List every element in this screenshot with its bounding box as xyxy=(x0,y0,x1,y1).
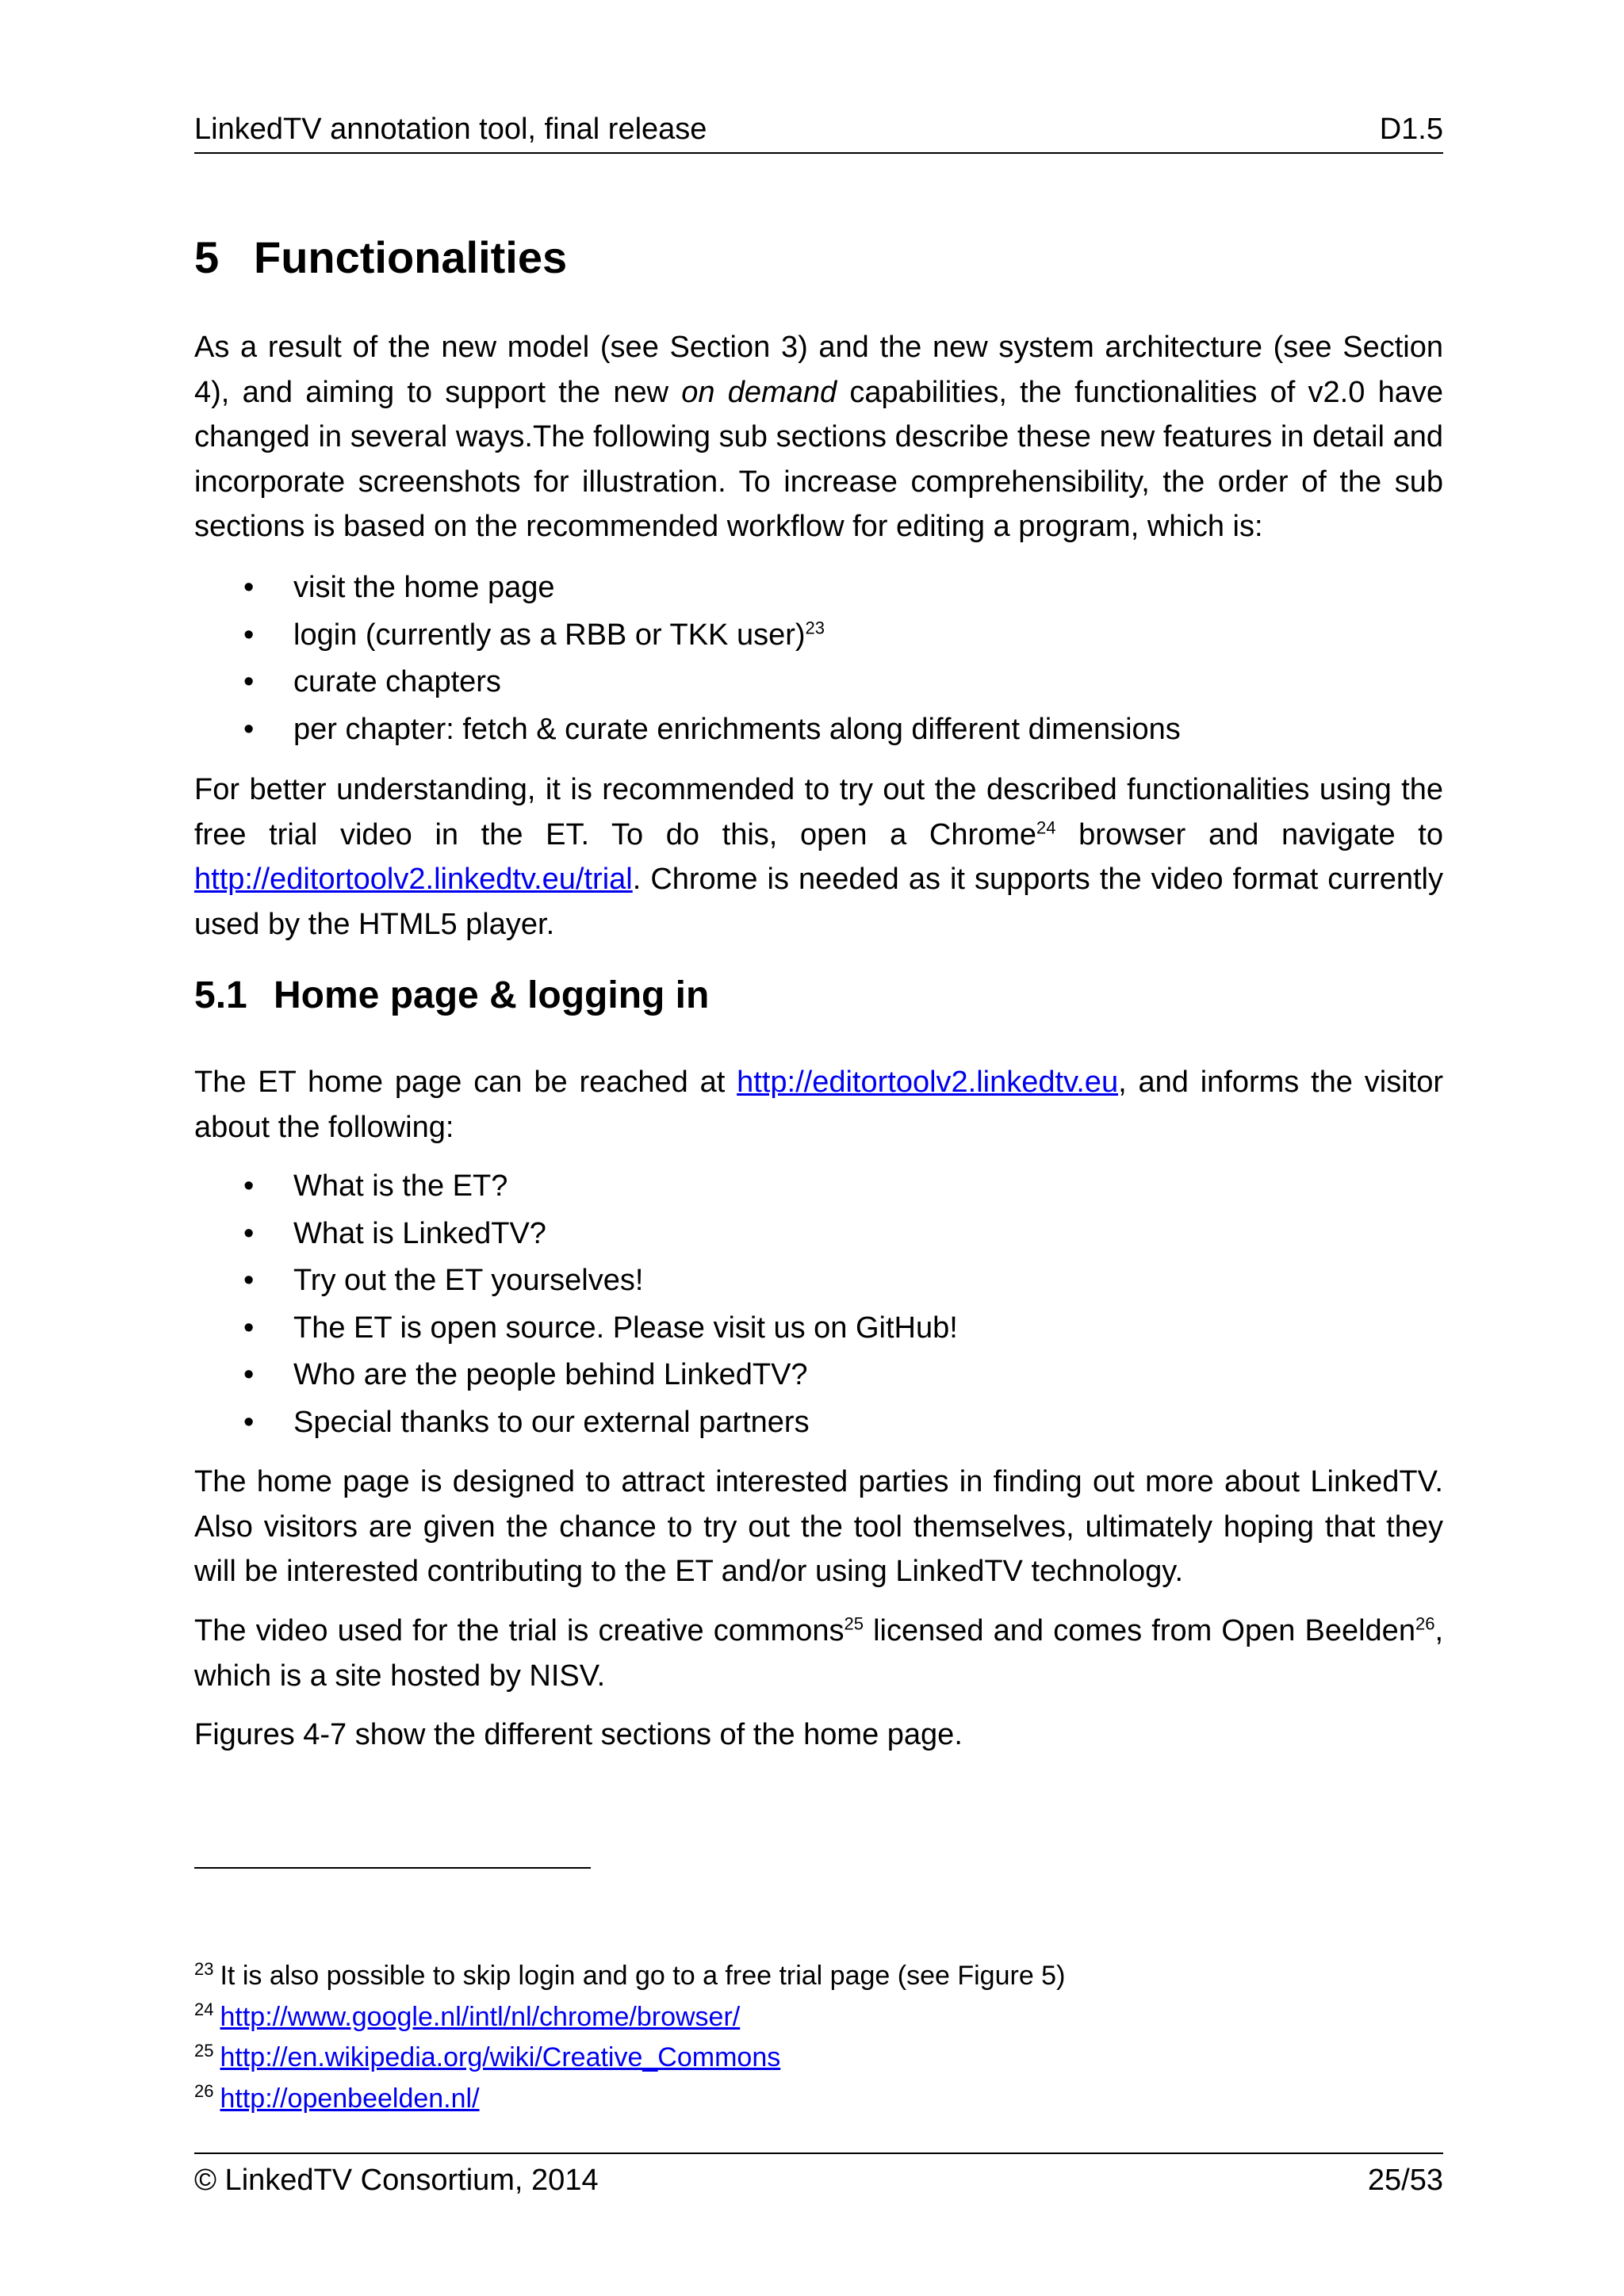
footnote xyxy=(194,1997,1065,2038)
list-item-text: The ET is open source. Please visit us on GitHub! xyxy=(293,1311,958,1345)
bullet-icon: • xyxy=(243,1169,255,1203)
video-text-a: The video used for the trial is creative commons xyxy=(194,1614,845,1647)
intro-text-b: capabilities, the functionalities of v2.0 have changed in several ways.The following sub sections describe these new features in detail and incorporate screenshots for illustration. To increase comprehensibility, the order of the sub sections is based on the recommended workflow for editing a program, which is: xyxy=(194,375,1443,543)
footnotes xyxy=(194,1956,1065,2119)
home-text-b: , and informs the visitor about the following: xyxy=(194,1066,1443,1144)
list-item-text: Who are the people behind LinkedTV? xyxy=(293,1358,808,1391)
list-item xyxy=(194,1257,1443,1305)
subsection-number: 5.1 xyxy=(194,974,247,1016)
intro-text-a: As a result of the new model (see Section 3) and the new system architecture (see Section 4), and aiming to support the new xyxy=(194,331,1443,409)
subsection-heading xyxy=(194,974,709,1017)
footnote-number: 24 xyxy=(194,1999,214,2020)
list-item-text: What is the ET? xyxy=(293,1169,508,1203)
home-paragraph xyxy=(194,1060,1443,1150)
header-doc-id: D1.5 xyxy=(1379,113,1443,146)
list-item xyxy=(194,1211,1443,1258)
footnote xyxy=(194,2079,1065,2120)
list-item xyxy=(194,706,1443,754)
list-item xyxy=(194,564,1443,612)
list-item xyxy=(194,659,1443,706)
figures-paragraph: Figures 4-7 show the different sections of the home page. xyxy=(194,1718,963,1751)
list-item-text: per chapter: fetch & curate enrichments along different dimensions xyxy=(293,712,1181,746)
video-text-b: licensed and comes from Open Beelden xyxy=(863,1614,1415,1647)
bullet-icon: • xyxy=(243,571,255,604)
trial-text-b: browser and navigate to xyxy=(1055,817,1443,851)
header-title: LinkedTV annotation tool, final release xyxy=(194,113,707,146)
bullet-icon: • xyxy=(243,712,255,746)
footnote xyxy=(194,1956,1065,1997)
footnote-number: 23 xyxy=(194,1958,214,1979)
footnote-ref: 25 xyxy=(844,1613,864,1634)
bullet-icon: • xyxy=(243,1358,255,1391)
video-paragraph xyxy=(194,1609,1443,1698)
intro-paragraph xyxy=(194,325,1443,549)
workflow-list xyxy=(194,564,1443,753)
trial-link[interactable]: http://editortoolv2.linkedtv.eu/trial xyxy=(194,863,633,896)
bullet-icon: • xyxy=(243,1216,255,1250)
page-header xyxy=(194,108,1443,154)
section-title: Functionalities xyxy=(254,232,568,282)
list-item-text: login (currently as a RBB or TKK user) xyxy=(293,618,806,652)
subsection-title: Home page & logging in xyxy=(274,974,710,1016)
list-item-text: Special thanks to our external partners xyxy=(293,1405,810,1439)
page-number: 25/53 xyxy=(1367,2164,1443,2197)
bullet-icon: • xyxy=(243,618,255,652)
video-text-c: , which is a site hosted by NISV. xyxy=(194,1614,1444,1693)
footer-copyright: © LinkedTV Consortium, 2014 xyxy=(194,2164,599,2197)
bullet-icon: • xyxy=(243,1405,255,1439)
footnote-link[interactable]: http://openbeelden.nl/ xyxy=(220,2083,480,2114)
list-item xyxy=(194,1352,1443,1399)
home-sections-list xyxy=(194,1163,1443,1446)
footnote-link[interactable]: http://www.google.nl/intl/nl/chrome/browser/ xyxy=(220,2001,741,2032)
section-number: 5 xyxy=(194,232,220,282)
list-item xyxy=(194,1399,1443,1447)
footnote-ref: 24 xyxy=(1036,817,1056,837)
footnote-separator xyxy=(194,1867,591,1869)
home-link[interactable]: http://editortoolv2.linkedtv.eu xyxy=(737,1066,1119,1099)
home-text-a: The ET home page can be reached at xyxy=(194,1066,737,1099)
footnote-ref: 26 xyxy=(1415,1613,1435,1634)
list-item-text: Try out the ET yourselves! xyxy=(293,1264,644,1297)
bullet-icon: • xyxy=(243,1311,255,1345)
footnote-link[interactable]: http://en.wikipedia.org/wiki/Creative_Commons xyxy=(220,2042,781,2072)
trial-text-a: For better understanding, it is recommended to try out the described functionalities using the free trial video in the ET. To do this, open a Chrome xyxy=(194,773,1443,851)
list-item-text: What is LinkedTV? xyxy=(293,1216,546,1250)
list-item-text: curate chapters xyxy=(293,665,501,698)
list-item xyxy=(194,1305,1443,1353)
trial-text-c: . Chrome is needed as it supports the video format currently used by the HTML5 player. xyxy=(194,863,1443,941)
list-item xyxy=(194,1163,1443,1211)
trial-paragraph xyxy=(194,767,1443,947)
footnote-ref: 23 xyxy=(805,617,825,637)
list-item xyxy=(194,612,1443,660)
footnote-number: 25 xyxy=(194,2040,214,2061)
footnote xyxy=(194,2038,1065,2079)
list-item-text: visit the home page xyxy=(293,571,555,604)
bullet-icon: • xyxy=(243,1264,255,1297)
page-footer xyxy=(194,2152,1443,2202)
section-heading xyxy=(194,232,567,283)
designed-paragraph: The home page is designed to attract interested parties in finding out more about LinkedTV. Also visitors are given the chance to try out the tool themselves, ultimately hoping that they will be interested contributing to the ET and/or using LinkedTV technology. xyxy=(194,1465,1443,1588)
bullet-icon: • xyxy=(243,665,255,698)
footnote-number: 26 xyxy=(194,2081,214,2102)
footnote-text: It is also possible to skip login and go to a free trial page (see Figure 5) xyxy=(220,1961,1066,1991)
intro-emphasis: on demand xyxy=(681,375,837,409)
